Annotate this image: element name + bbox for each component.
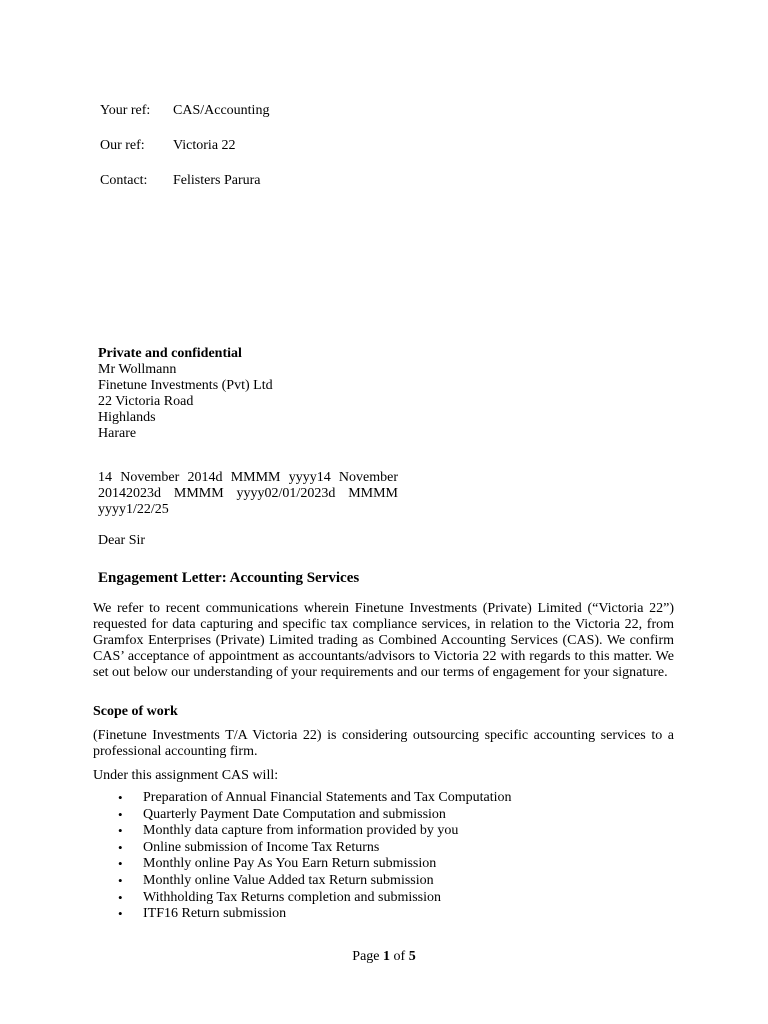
of-word: of [393,949,406,964]
bullet-icon: • [118,806,123,822]
our-ref-value: Victoria 22 [173,138,236,153]
current-page-number: 1 [383,949,391,964]
assignment-intro: Under this assignment CAS will: [93,768,279,783]
address-line: Highlands [98,410,156,425]
bullet-icon: • [118,856,123,872]
bullet-icon: • [118,872,123,888]
confidential-label: Private and confidential [98,346,242,361]
recipient-address [98,346,273,442]
contact-label: Contact: [100,173,148,188]
page-footer [0,948,768,966]
bullet-icon: • [118,906,123,922]
our-ref-label: Our ref: [100,138,145,153]
scope-heading: Scope of work [93,704,178,719]
bullet-icon: • [118,889,123,905]
letter-date: 14 November 2014d MMMM yyyy14 November 20142023d MMMM yyyy02/01/2023d MMMM yyyy1/22/25 [98,470,398,517]
list-item: • Monthly online Value Added tax Return submission [118,872,434,888]
intro-paragraph: We refer to recent communications wherein Finetune Investments (Private) Limited (“Victoria 22”) requested for data capturing and specific tax compliance services, in relation to the Victoria 22, from Gramfox Enterprises (Private) Limited trading as Combined Accounting Services (CAS). We confirm CAS’ acceptance of appointment as accountants/advisors to Victoria 22 with regards to this matter. We set out below our understanding of your requirements and our terms of engagement for your signature. [93,601,674,680]
contact-value: Felisters Parura [173,173,261,188]
list-item: • Withholding Tax Returns completion and submission [118,889,442,905]
bullet-icon: • [118,790,123,805]
address-line: 22 Victoria Road [98,394,194,409]
bullet-icon: • [118,823,123,839]
scope-paragraph: (Finetune Investments T/A Victoria 22) is considering outsourcing specific accounting services to a professional accounting firm. [93,728,674,759]
salutation: Dear Sir [98,533,146,548]
total-pages-number: 5 [408,949,416,964]
address-line: Mr Wollmann [98,362,177,377]
page-word: Page [352,949,380,964]
bullet-icon: • [118,839,123,855]
list-item: • Monthly online Pay As You Earn Return submission [118,856,437,872]
list-item: • Preparation of Annual Financial Statements and Tax Computation [118,790,512,805]
address-line: Harare [98,426,137,441]
list-item: • Quarterly Payment Date Computation and submission [118,806,446,822]
list-item: • ITF16 Return submission [118,906,287,922]
your-ref-value: CAS/Accounting [173,103,270,118]
letter-heading: Engagement Letter: Accounting Services [98,570,360,586]
your-ref-label: Your ref: [100,103,151,118]
address-line: Finetune Investments (Pvt) Ltd [98,378,273,393]
list-item: • Online submission of Income Tax Returns [118,839,380,855]
list-item: • Monthly data capture from information provided by you [118,823,459,839]
services-list [112,790,512,923]
